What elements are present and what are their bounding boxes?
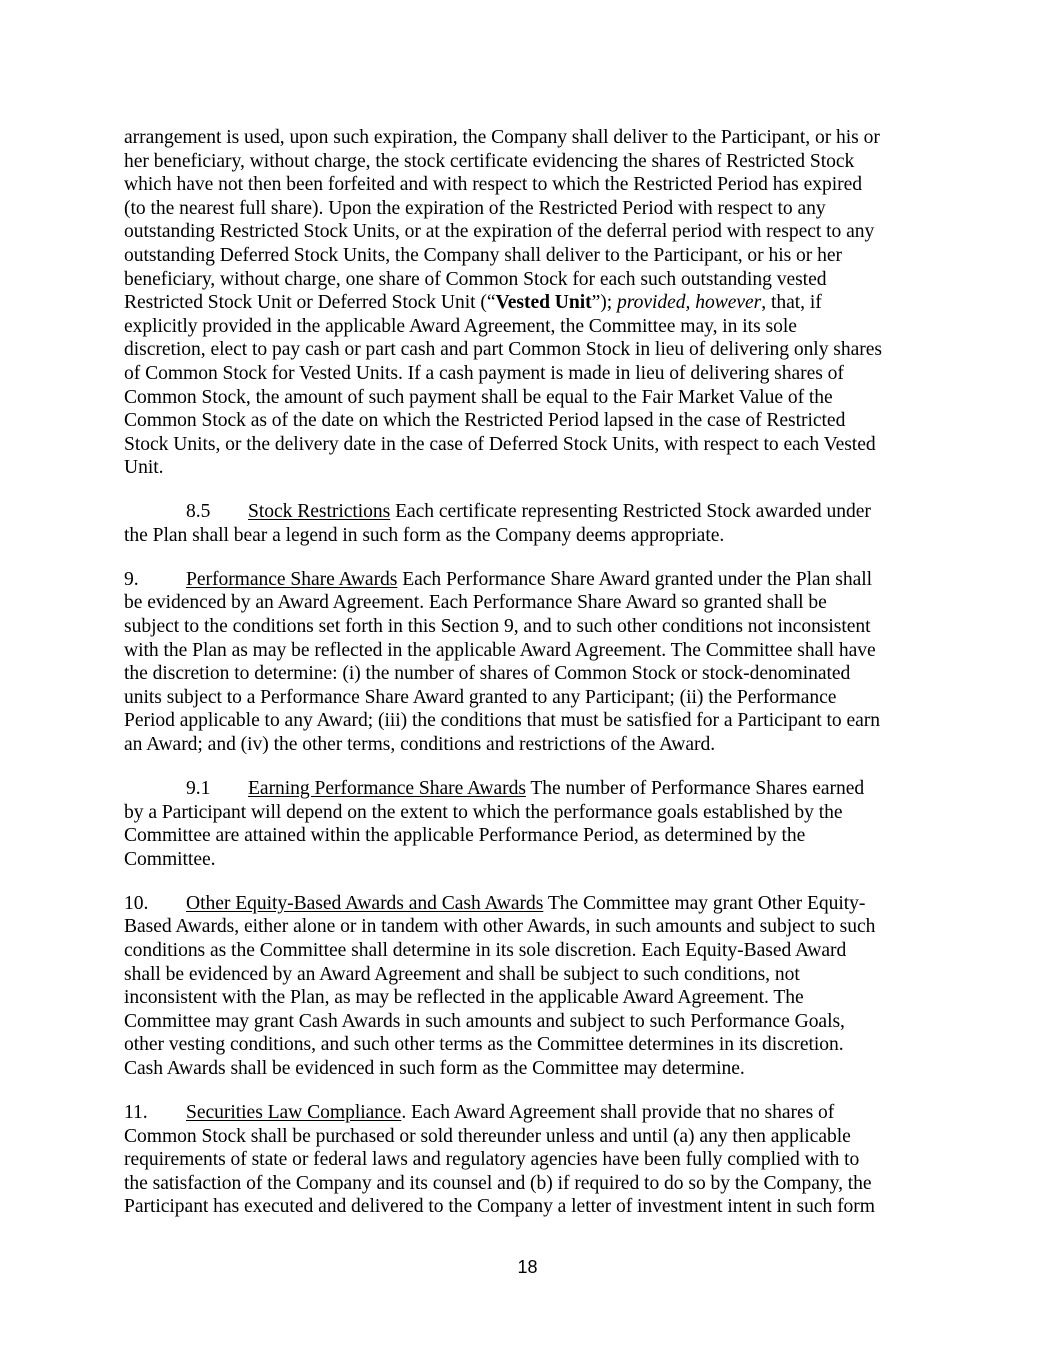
text-line: of Common Stock for Vested Units. If a cash payment is made in lieu of delivering shares of xyxy=(124,362,844,384)
text-line: requirements of state or federal laws and regulatory agencies have been fully complied with to xyxy=(124,1149,860,1171)
text-line: an Award; and (iv) the other terms, conditions and restrictions of the Award. xyxy=(124,734,716,756)
section-11 xyxy=(124,1101,936,1219)
text-line: outstanding Restricted Stock Units, or at the expiration of the deferral period with respect to any xyxy=(124,221,875,243)
text-line: Participant has executed and delivered to the Company a letter of investment intent in such form xyxy=(124,1196,875,1218)
page-number: 18 xyxy=(517,1257,538,1277)
text-line: Committee may grant Cash Awards in such amounts and subject to such Performance Goals, xyxy=(124,1010,845,1032)
text-line: the satisfaction of the Company and its counsel and (b) if required to do so by the Company, the xyxy=(124,1172,872,1194)
section-first-line xyxy=(124,777,936,801)
text-line-vested-unit xyxy=(124,291,936,315)
italic-proviso: provided, however xyxy=(617,292,762,314)
text-line: by a Participant will depend on the extent to which the performance goals established by the xyxy=(124,801,843,823)
text-line: her beneficiary, without charge, the stock certificate evidencing the shares of Restricted Stock xyxy=(124,150,855,172)
section-9-1 xyxy=(124,777,936,871)
text-line: Common Stock shall be purchased or sold thereunder unless and until (a) any then applicable xyxy=(124,1125,851,1147)
section-heading: Securities Law Compliance xyxy=(186,1101,402,1123)
text-line: other vesting conditions, and such other terms as the Committee determines in its discretion. xyxy=(124,1034,844,1056)
text-fragment: Each Performance Share Award granted under the Plan shall xyxy=(397,568,873,590)
text-fragment: . Each Award Agreement shall provide that no shares of xyxy=(401,1101,835,1123)
section-first-line xyxy=(124,568,936,592)
text-fragment: Restricted Stock Unit or Deferred Stock Unit (“ xyxy=(124,292,496,314)
text-line: shall be evidenced by an Award Agreement and shall be subject to such conditions, not xyxy=(124,963,800,985)
text-line: outstanding Deferred Stock Units, the Company shall deliver to the Participant, or his or her xyxy=(124,244,842,266)
text-line: units subject to a Performance Share Award granted to any Participant; (ii) the Performance xyxy=(124,686,837,708)
section-number: 9.1 xyxy=(186,778,211,800)
section-heading: Performance Share Awards xyxy=(186,568,398,590)
section-9 xyxy=(124,568,936,757)
section-first-line xyxy=(124,1101,936,1125)
text-fragment: , that, if xyxy=(761,292,822,314)
section-number: 11. xyxy=(124,1101,148,1123)
section-8-5 xyxy=(124,500,936,547)
text-line: arrangement is used, upon such expiration, the Company shall deliver to the Participant, or his or xyxy=(124,127,880,148)
text-line: beneficiary, without charge, one share of Common Stock for each such outstanding vested xyxy=(124,268,827,290)
section-number: 8.5 xyxy=(186,501,211,523)
text-line: discretion, elect to pay cash or part cash and part Common Stock in lieu of delivering only shares xyxy=(124,339,882,361)
text-line: Common Stock, the amount of such payment shall be equal to the Fair Market Value of the xyxy=(124,386,833,408)
text-line: Unit. xyxy=(124,457,164,479)
document-body xyxy=(124,126,936,1239)
section-first-line xyxy=(124,892,936,916)
text-fragment: Each certificate representing Restricted Stock awarded under xyxy=(390,501,871,523)
paragraph-continuation xyxy=(124,126,936,480)
text-fragment: ”); xyxy=(591,292,617,314)
text-line: the discretion to determine: (i) the number of shares of Common Stock or stock-denominated xyxy=(124,663,851,685)
text-line: explicitly provided in the applicable Award Agreement, the Committee may, in its sole xyxy=(124,315,797,337)
text-line: which have not then been forfeited and with respect to which the Restricted Period has expired xyxy=(124,174,862,196)
defined-term-vested-unit: Vested Unit xyxy=(495,292,592,314)
text-line: Period applicable to any Award; (iii) the conditions that must be satisfied for a Participant to earn xyxy=(124,710,881,732)
section-heading: Other Equity-Based Awards and Cash Awards xyxy=(186,892,544,914)
text-line: inconsistent with the Plan, as may be reflected in the applicable Award Agreement. The xyxy=(124,987,804,1009)
section-10 xyxy=(124,892,936,1081)
text-line: Common Stock as of the date on which the Restricted Period lapsed in the case of Restricted xyxy=(124,410,846,432)
text-line: Stock Units, or the delivery date in the case of Deferred Stock Units, with respect to each Vested xyxy=(124,433,876,455)
text-line: Committee. xyxy=(124,848,216,870)
text-line: be evidenced by an Award Agreement. Each Performance Share Award so granted shall be xyxy=(124,592,827,614)
text-fragment: The number of Performance Shares earned xyxy=(525,778,865,800)
text-line: the Plan shall bear a legend in such form as the Company deems appropriate. xyxy=(124,524,725,546)
text-line: with the Plan as may be reflected in the applicable Award Agreement. The Committee shall have xyxy=(124,639,876,661)
section-heading: Earning Performance Share Awards xyxy=(248,778,526,800)
section-number: 10. xyxy=(124,892,149,914)
section-first-line xyxy=(124,500,936,524)
text-line: Committee are attained within the applicable Performance Period, as determined by the xyxy=(124,825,806,847)
section-number: 9. xyxy=(124,568,139,590)
text-line: conditions as the Committee shall determine in its sole discretion. Each Equity-Based Award xyxy=(124,939,847,961)
text-line: Cash Awards shall be evidenced in such form as the Committee may determine. xyxy=(124,1057,745,1079)
text-line: subject to the conditions set forth in this Section 9, and to such other conditions not inconsistent xyxy=(124,616,871,638)
text-fragment: The Committee may grant Other Equity- xyxy=(543,892,866,914)
text-line: (to the nearest full share). Upon the expiration of the Restricted Period with respect to any xyxy=(124,197,826,219)
section-heading: Stock Restrictions xyxy=(248,501,391,523)
text-line: Based Awards, either alone or in tandem with other Awards, in such amounts and subject to such xyxy=(124,916,876,938)
